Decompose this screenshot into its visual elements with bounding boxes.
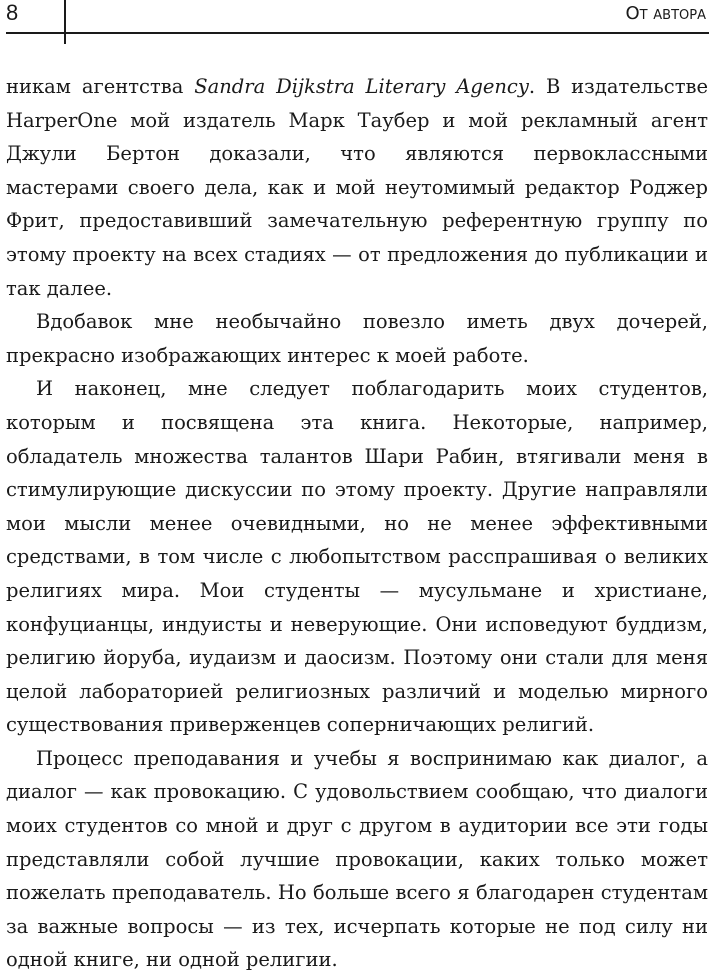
paragraph-1-start: никам агентства	[6, 75, 195, 98]
paragraph-1	[6, 70, 708, 305]
paragraph-1-end: . В издательстве HarperOne мой издатель Марк Таубер и мой рекламный агент Джули Бертон доказали, что являются первоклассными мастерами своего дела, как и мой неутомимый редактор Роджер Фрит, предоставивший замечательную референтную группу по этому проекту на всех стадиях — от предложения до публикации и так далее.	[6, 75, 709, 300]
running-title	[625, 2, 706, 26]
agency-name: Sandra Dijkstra Literary Agency	[194, 75, 529, 98]
paragraph-3: И наконец, мне следует поблагодарить моих студентов, которым и посвящена эта книга. Некоторые, например, обладатель множества талантов Шари Рабин, втягивали меня в стимулирующие дискуссии по этому проекту. Другие направляли мои мысли менее очевидными, но не менее эффективными средствами, в том числе с любопытством расспрашивая о великих религиях мира. Мои студенты — мусульмане и христиане, конфуцианцы, индуисты и неверующие. Они исповедуют буддизм, религию йоруба, иудаизм и даосизм. Поэтому они стали для меня целой лабораторией религиозных различий и моделью мирного существования приверженцев соперничающих религий.	[6, 377, 708, 737]
page-header	[0, 0, 712, 46]
paragraph-4: Процесс преподавания и учебы я воспринимаю как диалог, а диалог — как провокацию. С удовольствием сообщаю, что диалоги моих студентов со мной и друг с другом в аудитории все эти годы представляли собой лучшие провокации, каких только может пожелать преподаватель. Но больше всего я благодарен студентам за важные вопросы — из тех, исчерпать которые не под силу ни одной книге, ни одной религии.	[6, 746, 708, 972]
page-number: 8	[6, 0, 19, 25]
running-title-text: От автора	[625, 3, 706, 24]
header-vertical-rule	[64, 0, 66, 44]
header-horizontal-rule	[6, 32, 709, 34]
page-body	[6, 70, 708, 977]
paragraph-2: Вдобавок мне необычайно повезло иметь двух дочерей, прекрасно изображающих интерес к моей работе.	[6, 310, 708, 367]
